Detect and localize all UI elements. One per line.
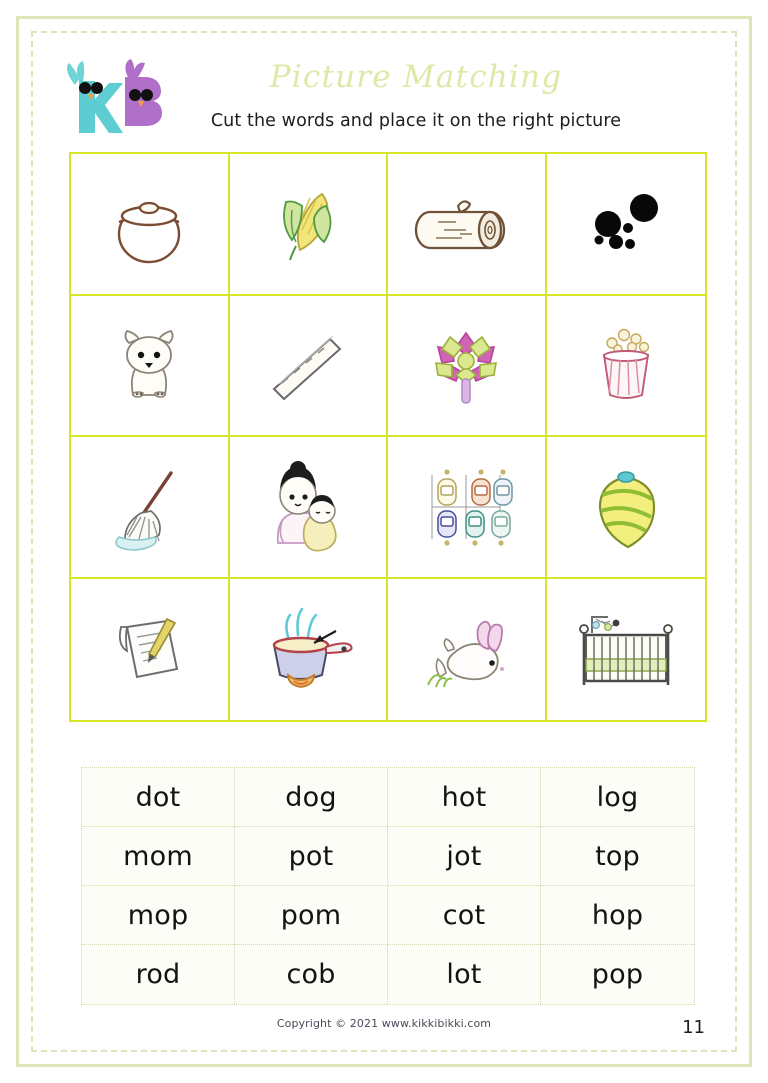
word-bank-table — [81, 767, 695, 1005]
word-cell[interactable]: log — [541, 768, 694, 827]
parking-lot-icon — [414, 455, 518, 559]
rod-icon — [252, 313, 364, 417]
word-cell[interactable]: pom — [235, 886, 388, 945]
log-icon — [410, 172, 522, 276]
picture-cell-jot[interactable] — [71, 579, 230, 721]
picture-cell-mom[interactable] — [230, 437, 389, 579]
page-subtitle: Cut the words and place it on the right picture — [210, 111, 622, 131]
word-cell[interactable]: hop — [541, 886, 694, 945]
page-title: Picture Matching — [269, 59, 563, 95]
dots-icon — [574, 172, 678, 276]
word-cell[interactable]: mom — [82, 827, 235, 886]
worksheet-header — [19, 33, 749, 151]
word-cell[interactable]: lot — [388, 945, 541, 1004]
picture-cell-log[interactable] — [388, 154, 547, 296]
copyright-text: Copyright © 2021 www.kikkibikki.com — [276, 1017, 492, 1030]
word-cell[interactable]: top — [541, 827, 694, 886]
picture-cell-top[interactable] — [547, 437, 706, 579]
picture-cell-lot[interactable] — [388, 437, 547, 579]
picture-cell-rod[interactable] — [230, 296, 389, 438]
picture-cell-pot[interactable] — [71, 154, 230, 296]
mom-icon — [252, 455, 364, 559]
pot-icon — [97, 172, 201, 276]
worksheet-page — [16, 16, 752, 1067]
word-cell[interactable]: dog — [235, 768, 388, 827]
dog-icon — [97, 313, 201, 417]
pom-pom-icon — [414, 313, 518, 417]
rabbit-icon — [410, 597, 522, 701]
picture-cell-cot[interactable] — [547, 579, 706, 721]
picture-cell-dog[interactable] — [71, 296, 230, 438]
corn-cob-icon — [256, 172, 360, 276]
word-cell[interactable]: dot — [82, 768, 235, 827]
picture-cell-cob[interactable] — [230, 154, 389, 296]
picture-cell-dot[interactable] — [547, 154, 706, 296]
word-cell[interactable]: rod — [82, 945, 235, 1004]
notepad-icon — [97, 597, 201, 701]
picture-cell-hop[interactable] — [388, 579, 547, 721]
word-cell[interactable]: hot — [388, 768, 541, 827]
page-number: 11 — [682, 1017, 705, 1038]
cot-icon — [566, 597, 686, 701]
mop-icon — [97, 455, 201, 559]
word-cell[interactable]: cob — [235, 945, 388, 1004]
popcorn-icon — [574, 313, 678, 417]
picture-cell-pop[interactable] — [547, 296, 706, 438]
word-cell[interactable]: mop — [82, 886, 235, 945]
picture-grid — [69, 152, 707, 722]
word-cell[interactable]: pot — [235, 827, 388, 886]
spinning-top-icon — [574, 455, 678, 559]
picture-cell-mop[interactable] — [71, 437, 230, 579]
hot-pan-icon — [252, 597, 364, 701]
word-cell[interactable]: cot — [388, 886, 541, 945]
word-cell[interactable]: jot — [388, 827, 541, 886]
picture-cell-pom[interactable] — [388, 296, 547, 438]
picture-cell-hot[interactable] — [230, 579, 389, 721]
word-cell[interactable]: pop — [591, 959, 644, 990]
